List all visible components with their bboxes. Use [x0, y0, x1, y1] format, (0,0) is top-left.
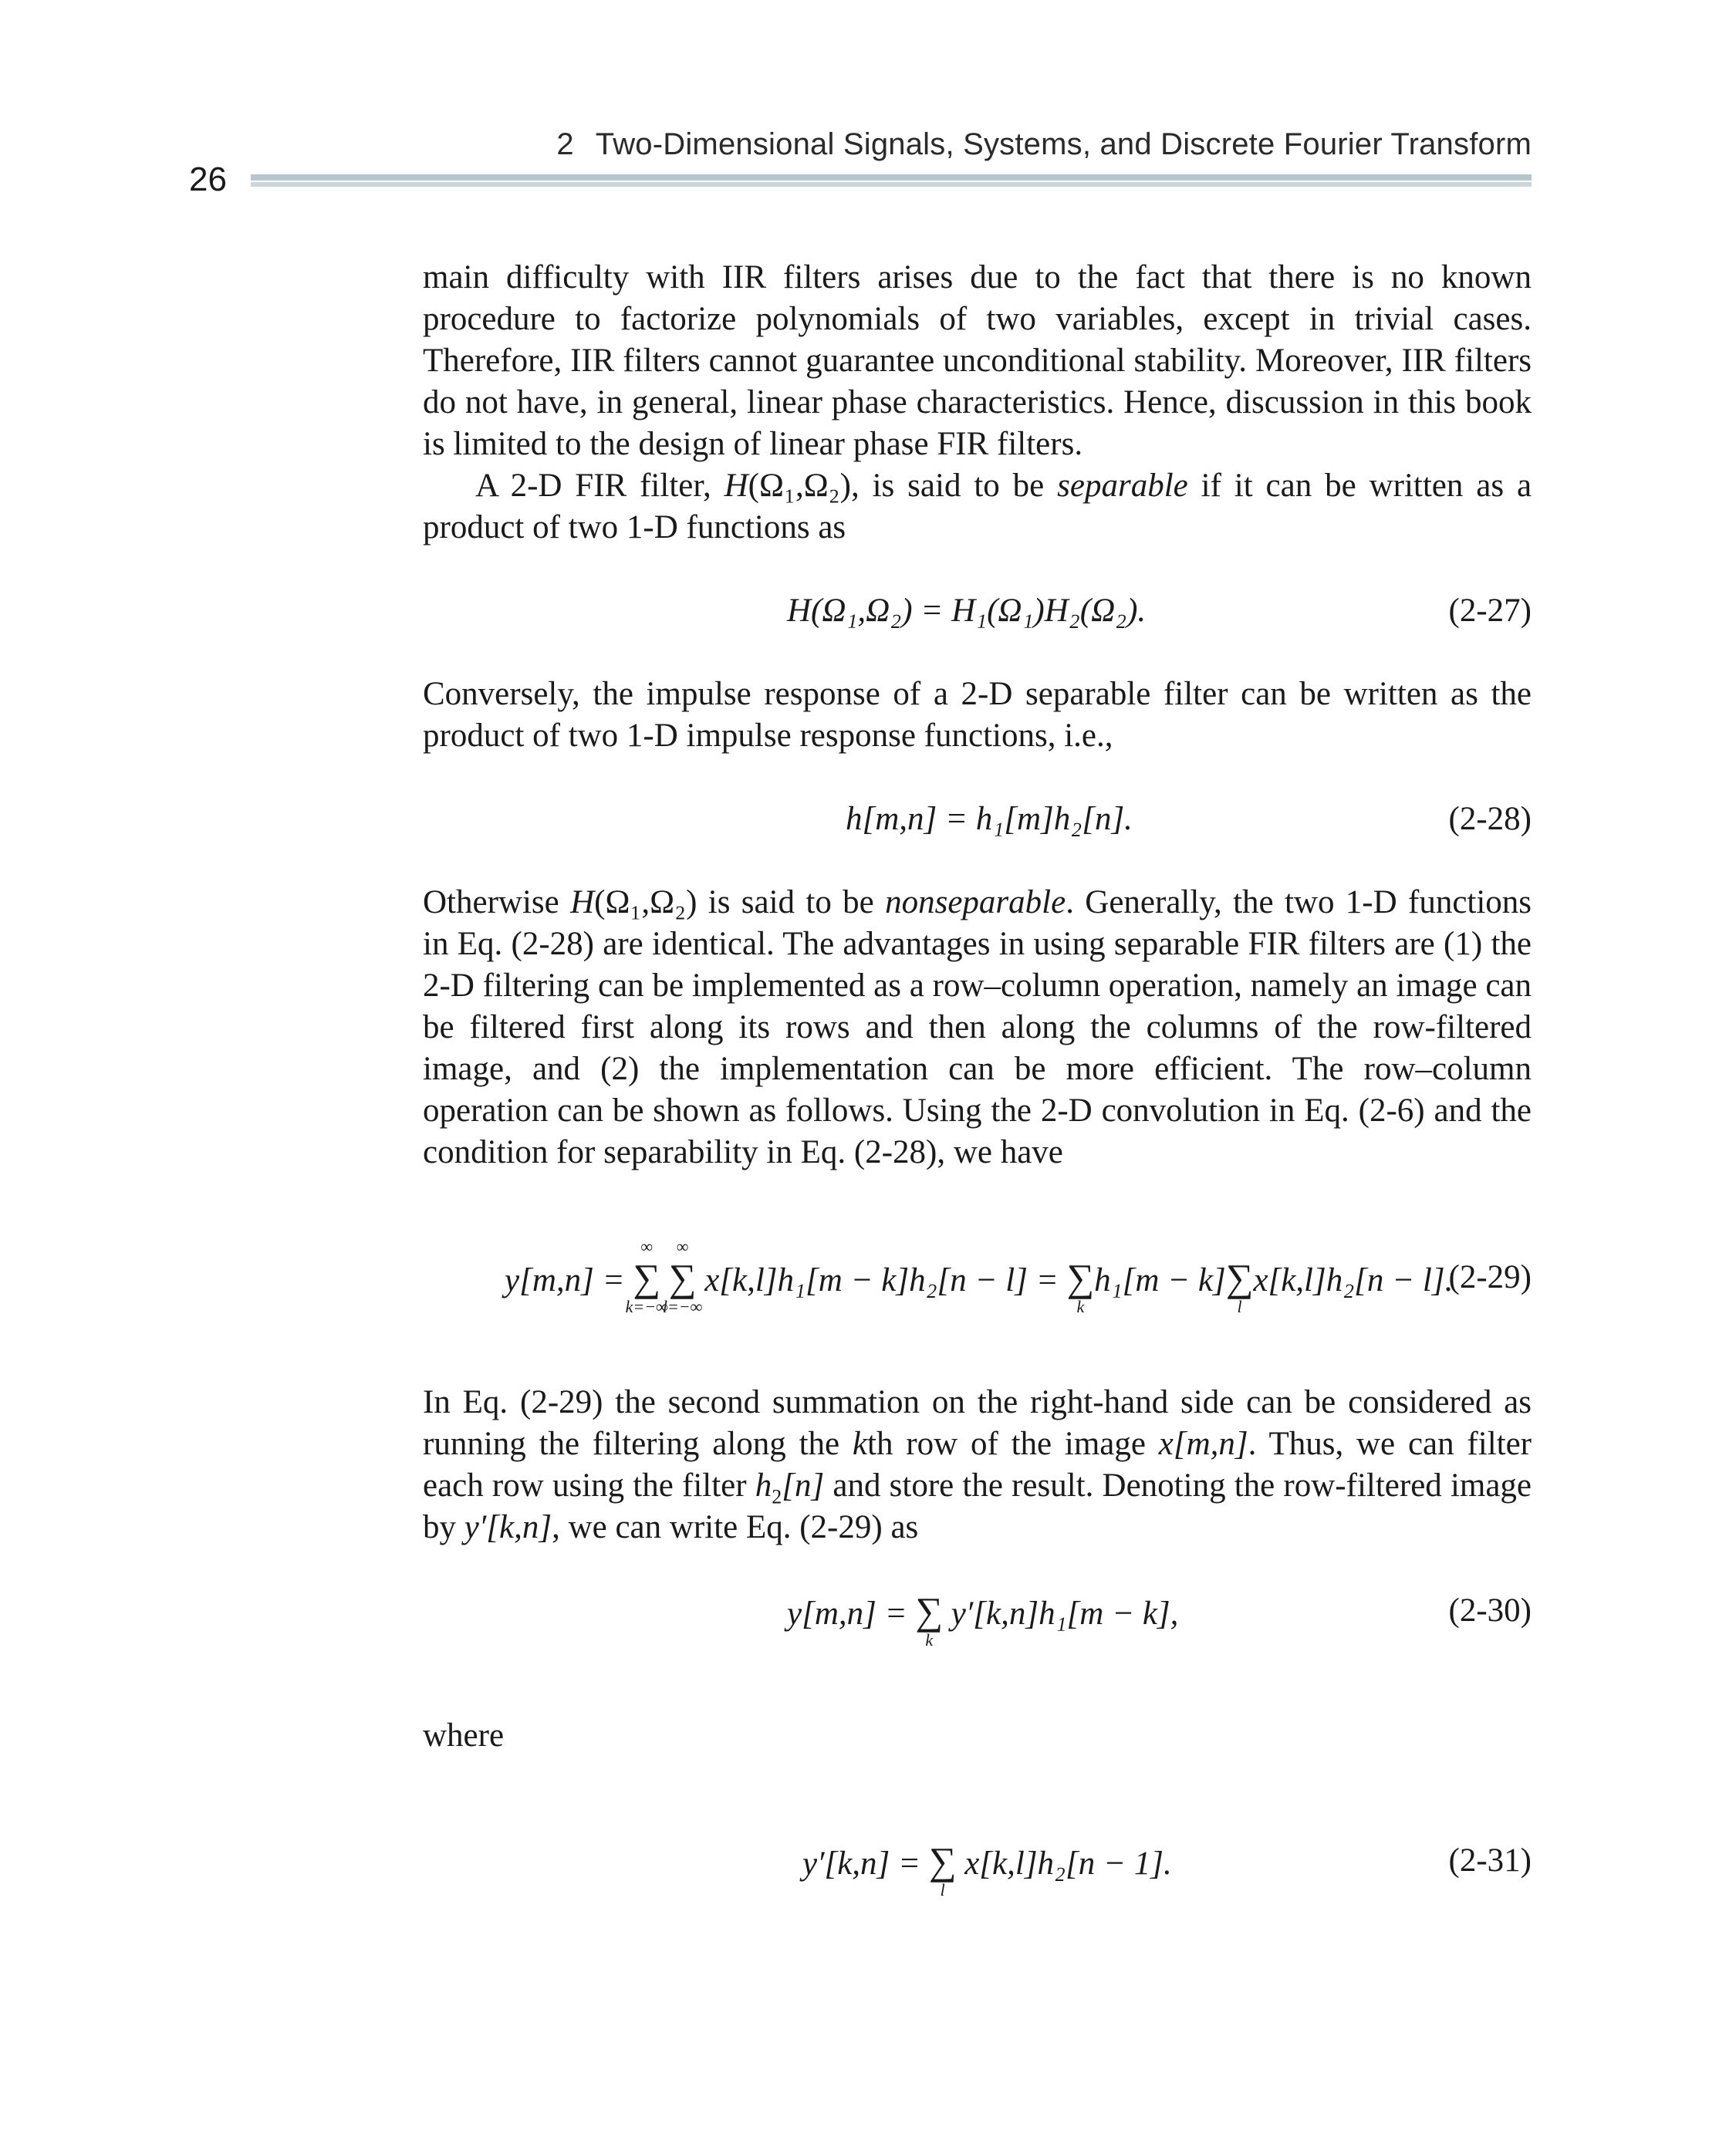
equation-rhs: H₁(Ω₁)H₂(Ω₂). [951, 593, 1147, 629]
summation [1225, 1256, 1254, 1316]
sum-symbol: ∑ [915, 1589, 944, 1633]
chapter-title: Two-Dimensional Signals, Systems, and Discrete Fourier Transform [595, 127, 1532, 161]
text-span: In Eq. (2-29) the second summation on the right-hand side can be considered as running the filtering along the [423, 1384, 1532, 1462]
equation-term: x[k,l]h₂[n − 1]. [964, 1846, 1172, 1882]
equation-number: (2-28) [1448, 801, 1532, 837]
sum-lower-limit: k=−∞ [625, 1297, 668, 1316]
text-span: is said to be [872, 468, 1045, 504]
equation-body [802, 1839, 1172, 1900]
paragraph-row-filtering [423, 1382, 1532, 1548]
math-args: [k,n] [486, 1509, 552, 1545]
math-h: h [755, 1467, 772, 1504]
math-subscript: 2 [772, 1485, 782, 1508]
equation-number: (2-30) [1448, 1592, 1532, 1629]
sum-lower-limit: k [1076, 1297, 1085, 1316]
page-number: 26 [189, 160, 227, 198]
paragraph-nonseparable [423, 882, 1532, 1173]
sum-symbol: ∑ [1066, 1256, 1095, 1299]
summation [928, 1839, 957, 1900]
math-args: [n] [782, 1467, 825, 1504]
text-span: if it can be written as a product of two 1-D functions as [423, 468, 1532, 545]
equation-body [505, 1237, 1454, 1316]
paragraph-iir-difficulty: main difficulty with IIR filters arises due to the fact that there is no known procedure to factorize polynomials of two variables, except in trivial cases. Therefore, IIR filters cannot guarantee unconditional stability. Moreover, IIR filters do not have, in general, linear phase characteristics. Hence, discussion in this book is limited to the design of linear phase FIR filters. [423, 259, 1532, 462]
equation-number: (2-27) [1448, 593, 1532, 629]
paragraph-separable-definition [423, 465, 1532, 549]
text-span: and store the result. Denoting the row-filtered image by [423, 1467, 1532, 1545]
equation-term: x[k,l]h₂[n − l]. [1253, 1262, 1454, 1298]
sum-lower-limit: l [1237, 1297, 1242, 1316]
text-span: , we can write Eq. (2-29) as [552, 1509, 919, 1545]
equation-body [787, 590, 1146, 632]
equation-number: (2-31) [1448, 1842, 1532, 1879]
term-nonseparable: nonseparable [885, 884, 1066, 920]
sum-lower-limit: l [940, 1880, 945, 1900]
header-rule [251, 174, 1532, 187]
chapter-number: 2 [556, 127, 574, 161]
summation [1066, 1256, 1095, 1316]
equation-lhs: H(Ω₁,Ω₂) = [787, 593, 952, 629]
sum-lower-limit: l=−∞ [662, 1297, 703, 1316]
text-span: th row of the image [867, 1426, 1146, 1462]
paragraph-where: where [423, 1717, 505, 1754]
text-span: Otherwise [423, 884, 559, 920]
sum-upper-limit: ∞ [640, 1237, 654, 1256]
equation-2-27 [423, 590, 1532, 632]
equation-lhs: y[m,n] = [505, 1262, 633, 1298]
math-H: H [570, 884, 595, 920]
math-y-prime: y′ [464, 1509, 487, 1545]
equation-2-29 [423, 1237, 1532, 1316]
equation-body [787, 1589, 1179, 1650]
sum-upper-limit: ∞ [676, 1237, 689, 1256]
text-span: is said to be [708, 884, 874, 920]
equation-2-31 [423, 1839, 1532, 1900]
equation-term: y′[k,n]h₁[m − k], [951, 1596, 1179, 1632]
equation-2-30 [423, 1589, 1532, 1650]
sum-symbol: ∑ [928, 1839, 957, 1883]
running-head [0, 127, 1532, 162]
page-body [423, 257, 1532, 1900]
equation-2-28 [423, 799, 1532, 840]
sum-lower-limit: k [925, 1630, 934, 1650]
sum-symbol: ∑ [633, 1256, 661, 1299]
equation-body: h[m,n] = h₁[m]h₂[n]. [846, 801, 1133, 837]
text-span: . Thus, we can filter each row using the filter [423, 1426, 1532, 1504]
math-H: H [724, 468, 748, 504]
equation-term: h₁[m − k] [1094, 1262, 1226, 1298]
equation-lhs: y[m,n] = [787, 1596, 916, 1632]
paragraph-impulse-response: Conversely, the impulse response of a 2-D separable filter can be written as the product of two 1-D impulse response functions, i.e., [423, 676, 1532, 754]
equation-lhs: y′[k,n] = [802, 1846, 929, 1882]
math-args: [m,n] [1173, 1426, 1248, 1462]
sum-symbol: ∑ [1225, 1256, 1254, 1299]
equation-term: x[k,l]h₁[m − k]h₂[n − l] = [704, 1262, 1067, 1298]
summation [625, 1237, 668, 1316]
math-k: k [852, 1426, 868, 1462]
text-span: . Generally, the two 1-D functions in Eq. (2-28) are identical. The advantages in using separable FIR filters are (1) the 2-D filtering can be implemented as a row–column operation, namely an image can be filtered first along its rows and then along the columns of the row-filtered image, and (2) the implementation can be more efficient. The row–column operation can be shown as follows. Using the 2-D convolution in Eq. (2-6) and the condition for separability in Eq. (2-28), we have [423, 884, 1532, 1170]
term-separable: separable [1057, 468, 1188, 504]
equation-number: (2-29) [1448, 1259, 1532, 1295]
math-args: (Ω₁,Ω₂) [594, 884, 697, 920]
summation [662, 1237, 703, 1316]
math-args: (Ω₁,Ω₂), [748, 468, 860, 504]
text-span: A 2-D FIR filter, [475, 468, 711, 504]
sum-symbol: ∑ [668, 1256, 697, 1299]
math-x: x [1158, 1426, 1174, 1462]
summation [915, 1589, 944, 1650]
